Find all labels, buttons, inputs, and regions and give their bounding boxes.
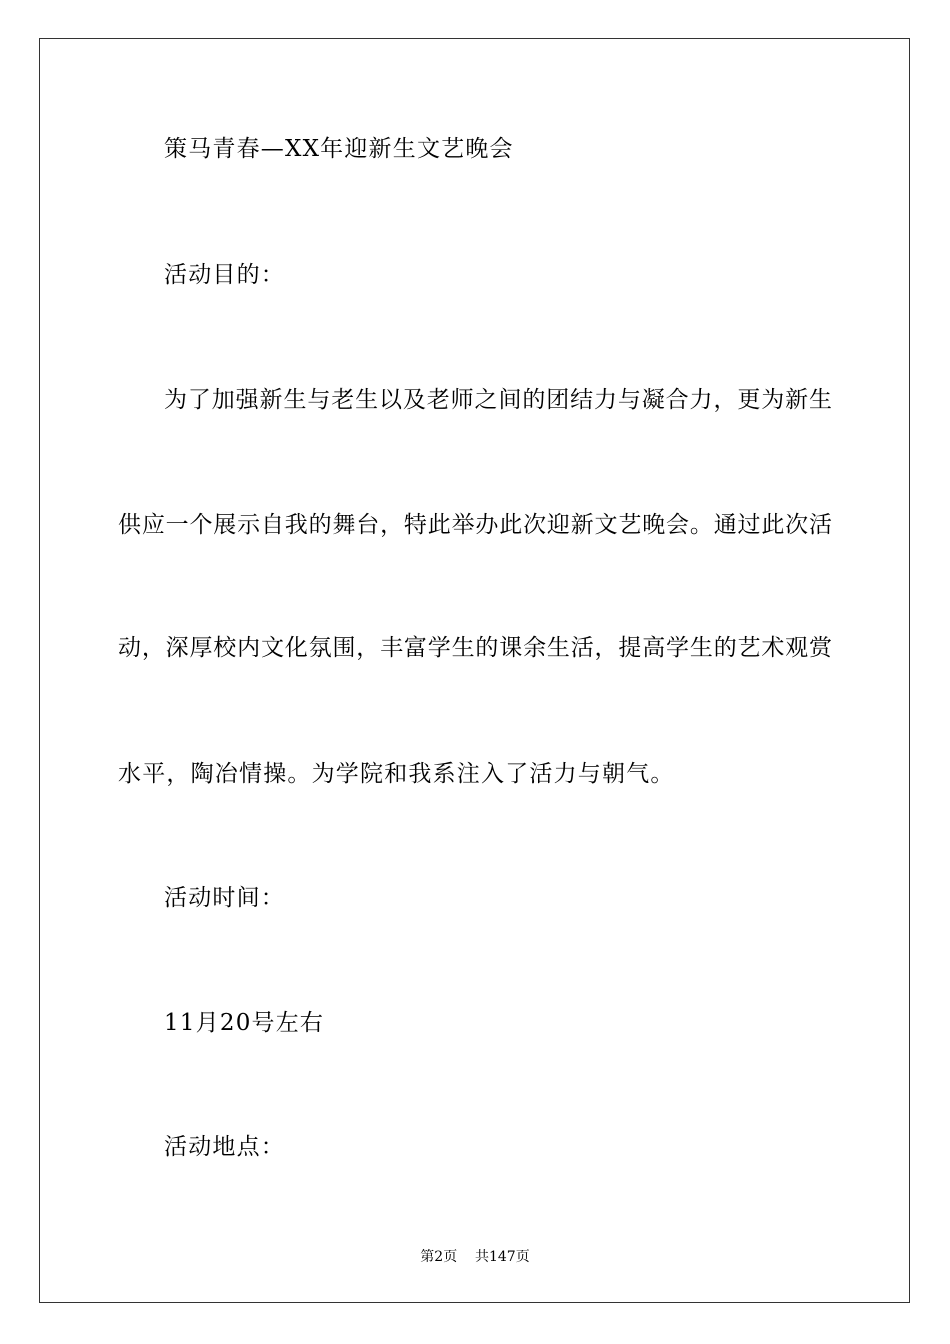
page-number-footer: 第2页 共147页	[420, 1249, 530, 1265]
section-heading-purpose: 活动目的：	[164, 262, 285, 288]
paragraph-line: 为了加强新生与老生以及老师之间的团结力与凝合力，更为新生	[164, 387, 832, 413]
paragraph-line: 水平，陶冶情操。为学院和我系注入了活力与朝气。	[118, 761, 675, 787]
page-border	[39, 38, 910, 1303]
paragraph-line: 动，深厚校内文化氛围，丰富学生的课余生活，提高学生的艺术观赏	[118, 635, 832, 661]
section-heading-time: 活动时间：	[164, 885, 285, 911]
event-time-value: 11月20号左右	[164, 1010, 325, 1036]
section-heading-location: 活动地点：	[164, 1134, 285, 1160]
document-title: 策马青春—XX年迎新生文艺晚会	[164, 136, 514, 162]
paragraph-line: 供应一个展示自我的舞台，特此举办此次迎新文艺晚会。通过此次活	[118, 512, 832, 538]
